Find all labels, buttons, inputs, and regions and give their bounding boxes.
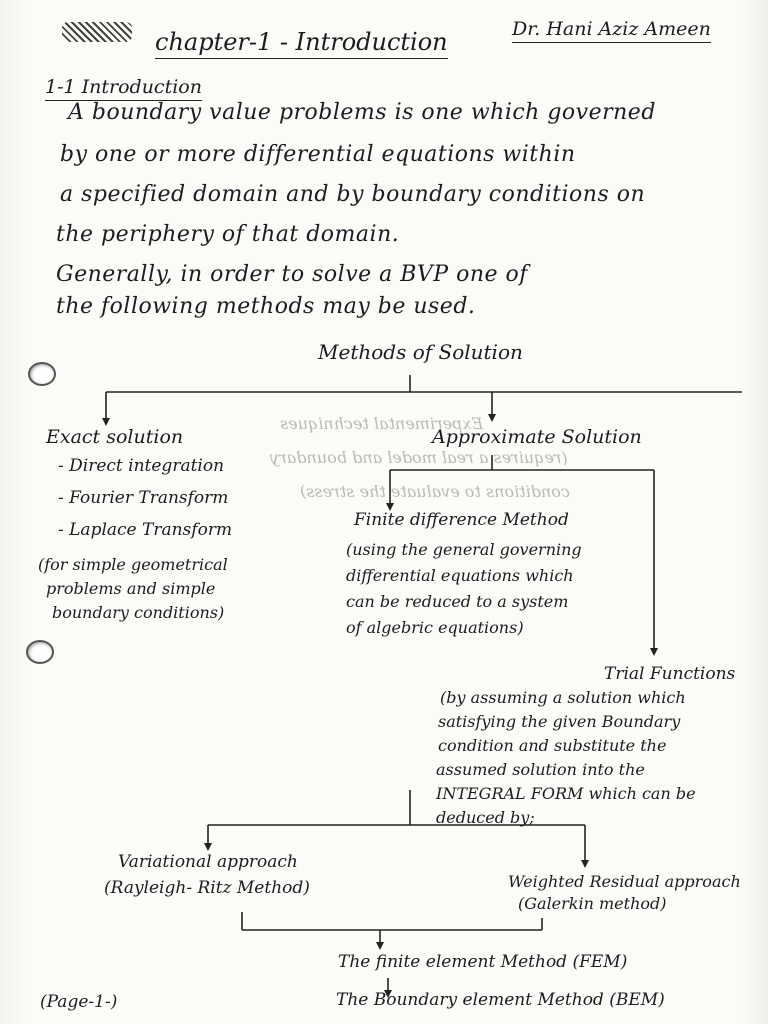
galerkin-method: (Galerkin method) [518, 894, 667, 913]
trial-note-line-2: satisfying the given Boundary [438, 712, 681, 731]
section-heading: 1-1 Introduction [45, 76, 202, 101]
exact-note-line-1: (for simple geometrical [38, 555, 228, 574]
finite-difference-title: Finite difference Method [354, 510, 569, 530]
fdm-note-line-4: of algebric equations) [346, 618, 524, 637]
exact-item-direct-integration: - Direct integration [58, 456, 225, 476]
exact-item-fourier-transform: - Fourier Transform [58, 488, 229, 508]
fdm-note-line-1: (using the general governing [346, 540, 582, 559]
methods-of-solution-node: Methods of Solution [318, 340, 523, 364]
para2-line-2: the following methods may be used. [56, 294, 476, 319]
exact-item-laplace-transform: - Laplace Transform [58, 520, 233, 540]
rayleigh-ritz-method: (Rayleigh- Ritz Method) [104, 878, 310, 898]
variational-approach-title: Variational approach [118, 852, 298, 872]
exact-note-line-2: problems and simple [46, 579, 216, 598]
page-number: (Page-1-) [40, 992, 118, 1012]
author-name: Dr. Hani Aziz Ameen [512, 18, 711, 43]
weighted-residual-title: Weighted Residual approach [508, 872, 741, 891]
para1-line-2: by one or more differential equations within [60, 142, 576, 167]
trial-note-line-5: INTEGRAL FORM which can be [436, 784, 696, 803]
trial-note-line-3: condition and substitute the [438, 736, 667, 755]
fdm-note-line-3: can be reduced to a system [346, 592, 569, 611]
bleed-through-text: conditions to evaluate the stress) [300, 482, 570, 501]
approximate-solution-title: Approximate Solution [432, 426, 642, 448]
exact-note-line-3: boundary conditions) [52, 603, 225, 622]
trial-functions-title: Trial Functions [604, 664, 736, 684]
trial-note-line-6: deduced by; [436, 808, 535, 827]
exact-solution-title: Exact solution [46, 426, 184, 448]
bleed-through-text: Experimental techniques [280, 414, 484, 433]
para2-line-1: Generally, in order to solve a BVP one of [56, 262, 528, 287]
trial-note-line-4: assumed solution into the [436, 760, 645, 779]
bleed-through-text: (requires a real model and boundary [270, 448, 568, 467]
chapter-title: chapter-1 - Introduction [155, 28, 448, 59]
fdm-note-line-2: differential equations which [346, 566, 574, 585]
para1-line-1: A boundary value problems is one which governed [68, 100, 656, 125]
fem-node: The finite element Method (FEM) [338, 952, 628, 972]
para1-line-3: a specified domain and by boundary conditions on [60, 182, 646, 207]
bem-node: The Boundary element Method (BEM) [336, 990, 665, 1010]
trial-note-line-1: (by assuming a solution which [440, 688, 686, 707]
para1-line-4: the periphery of that domain. [56, 222, 400, 247]
